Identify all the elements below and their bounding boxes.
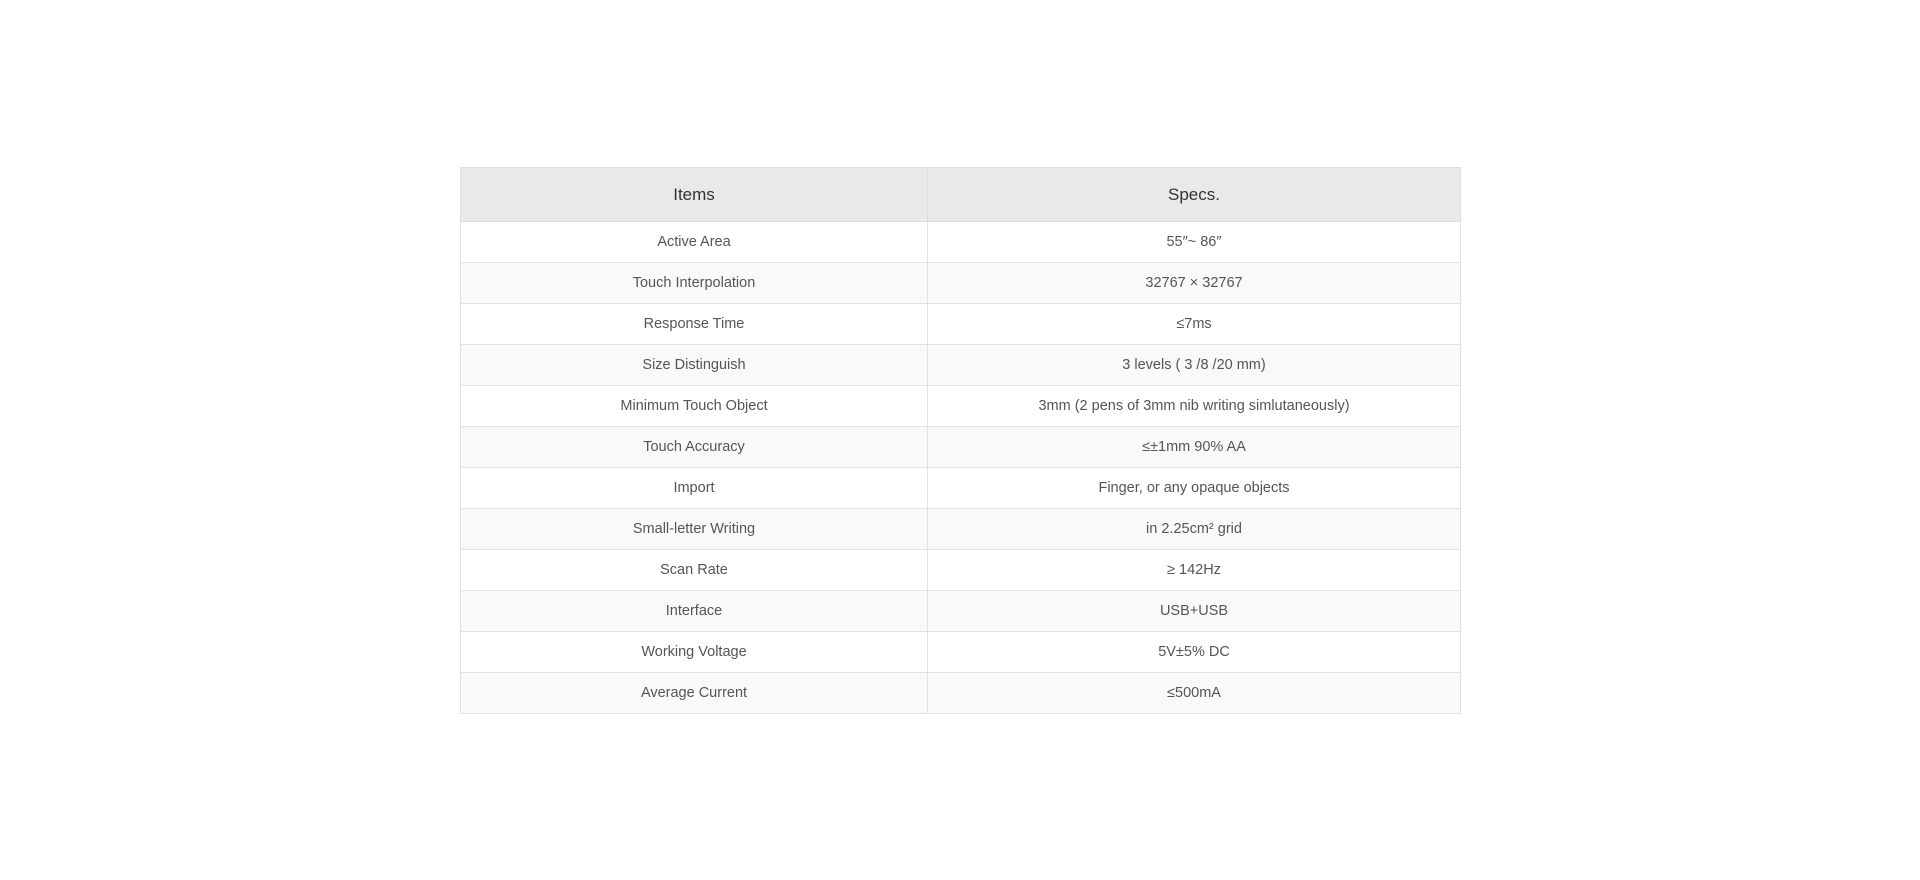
spec-cell: 3 levels ( 3 /8 /20 mm) [928, 345, 1461, 386]
table-row [461, 263, 1461, 304]
spec-cell: Finger, or any opaque objects [928, 468, 1461, 509]
spec-cell: ≤7ms [928, 304, 1461, 345]
spec-cell: ≥ 142Hz [928, 550, 1461, 591]
spec-cell: USB+USB [928, 591, 1461, 632]
table-row [461, 222, 1461, 263]
item-cell: Interface [461, 591, 928, 632]
spec-cell: ≤500mA [928, 673, 1461, 714]
table-header-row [461, 168, 1461, 222]
item-cell: Working Voltage [461, 632, 928, 673]
item-cell: Scan Rate [461, 550, 928, 591]
item-cell: Minimum Touch Object [461, 386, 928, 427]
item-cell: Small-letter Writing [461, 509, 928, 550]
table-row [461, 591, 1461, 632]
table-row [461, 673, 1461, 714]
spec-cell: 32767 × 32767 [928, 263, 1461, 304]
item-cell: Response Time [461, 304, 928, 345]
table-row [461, 468, 1461, 509]
table-row [461, 632, 1461, 673]
specifications-table [460, 167, 1461, 714]
item-cell: Import [461, 468, 928, 509]
spec-cell: 55″~ 86″ [928, 222, 1461, 263]
header-specs: Specs. [928, 168, 1461, 222]
table-row [461, 304, 1461, 345]
spec-cell: ≤±1mm 90% AA [928, 427, 1461, 468]
table-row [461, 345, 1461, 386]
table-row [461, 386, 1461, 427]
item-cell: Touch Interpolation [461, 263, 928, 304]
spec-cell: 3mm (2 pens of 3mm nib writing simlutaneously) [928, 386, 1461, 427]
item-cell: Size Distinguish [461, 345, 928, 386]
spec-cell: in 2.25cm² grid [928, 509, 1461, 550]
item-cell: Average Current [461, 673, 928, 714]
header-items: Items [461, 168, 928, 222]
item-cell: Touch Accuracy [461, 427, 928, 468]
table-row [461, 427, 1461, 468]
table-row [461, 550, 1461, 591]
item-cell: Active Area [461, 222, 928, 263]
table-row [461, 509, 1461, 550]
spec-cell: 5V±5% DC [928, 632, 1461, 673]
